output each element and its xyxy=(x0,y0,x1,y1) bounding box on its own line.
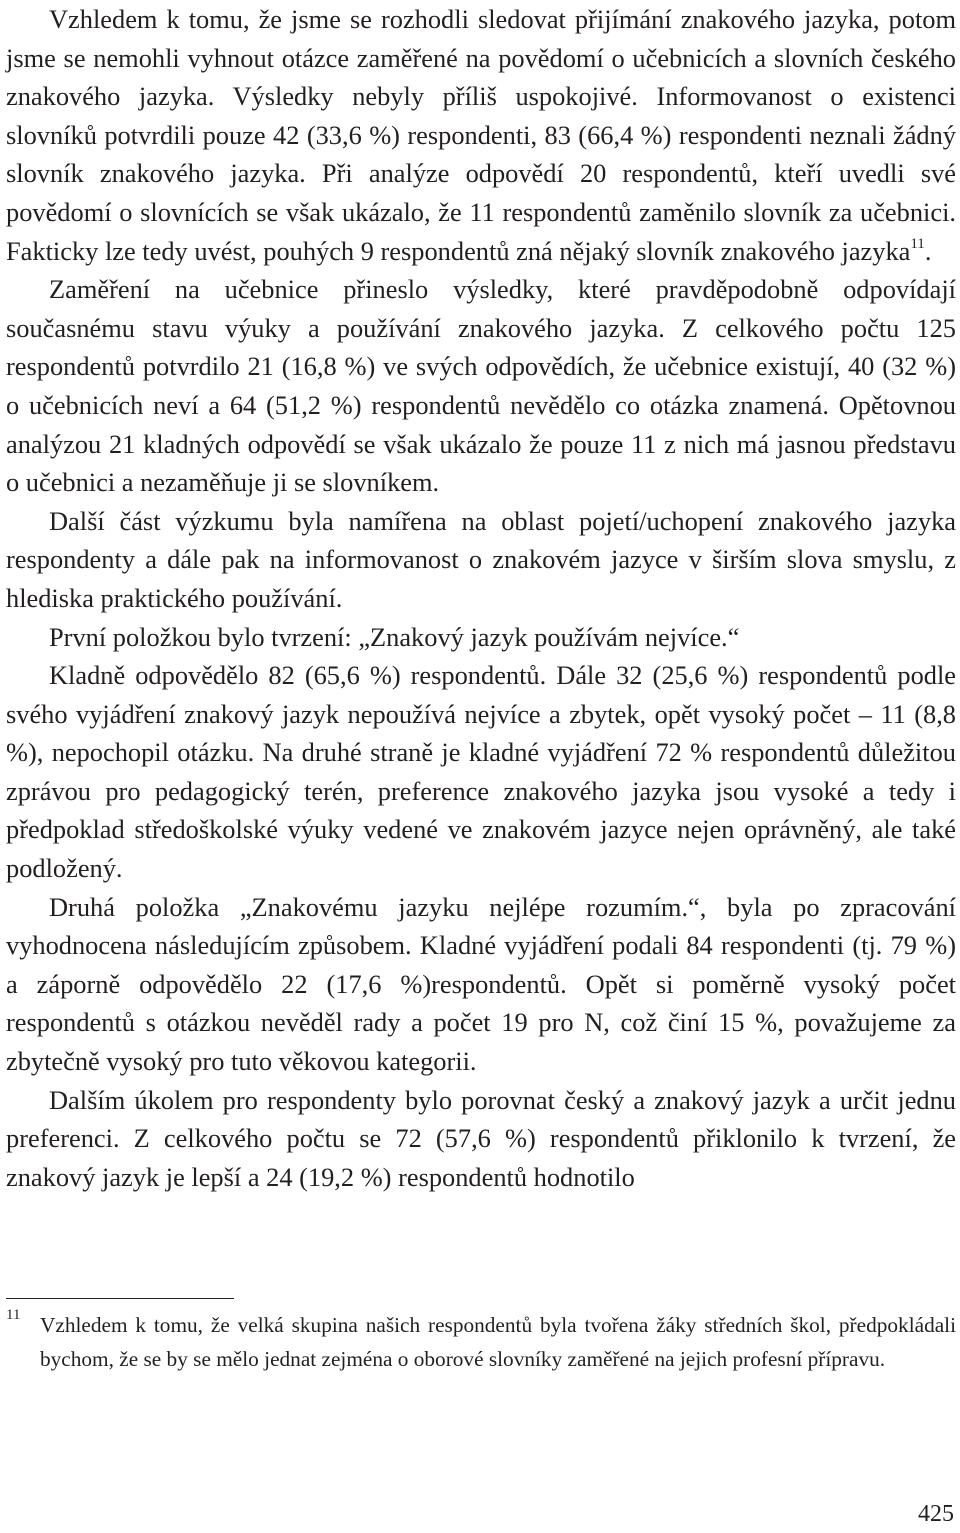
footnote-text: Vzhledem k tomu, že velká skupina našich respondentů byla tvořena žáky středních škol, předpokládali bychom, že se by se mělo jednat zejména o oborové slovníky zaměřené na jejich profesní přípravu. xyxy=(40,1313,956,1371)
paragraph-1-text: Vzhledem k tomu, že jsme se rozhodli sledovat přijímání znakového jazyka, potom jsme se nemohli vyhnout otázce zaměřené na povědomí o učebnicích a slovních českého znakového jazyka. Výsledky nebyly příliš uspokojivé. Informovanost o existenci slovníků potvrdili pouze 42 (33,6 %) respondenti, 83 (66,4 %) respondenti neznali žádný slovník znakového jazyka. Při analýze odpovědí 20 respondentů, kteří uvedli své povědomí o slovnících se však ukázalo, že 11 respondentů zaměnilo slovník za učebnici. Fakticky lze tedy uvést, pouhých 9 respondentů zná nějaký slovník znakového jazyka xyxy=(6,4,956,266)
paragraph-1 xyxy=(6,0,956,270)
footnote xyxy=(6,1309,956,1376)
page-body xyxy=(6,0,956,1196)
footnote-reference: 11 xyxy=(910,235,925,252)
paragraph-1-end: . xyxy=(924,235,932,266)
page-number: 425 xyxy=(918,1501,954,1527)
footnote-number: 11 xyxy=(6,1307,21,1323)
paragraph-2: Zaměření na učebnice přineslo výsledky, které pravděpodobně odpovídají současnému stavu výuky a používání znakového jazyka. Z celkového počtu 125 respondentů potvrdilo 21 (16,8 %) ve svých odpovědích, že učebnice existují, 40 (32 %) o učebnicích neví a 64 (51,2 %) respondentů nevědělo co otázka znamená. Opětovnou analýzou 21 kladných odpovědí se však ukázalo že pouze 11 z nich má jasnou představu o učebnici a nezaměňuje ji se slovníkem. xyxy=(6,274,956,498)
paragraph-4: První položkou bylo tvrzení: „Znakový jazyk používám nejvíce.“ xyxy=(49,621,740,652)
body-text xyxy=(6,0,956,1196)
paragraph-7: Dalším úkolem pro respondenty bylo porovnat český a znakový jazyk a určit jednu preferenci. Z celkového počtu se 72 (57,6 %) respondentů přiklonilo k tvrzení, že znakový jazyk je lepší a 24 (19,2 %) respondentů hodnotilo xyxy=(6,1084,956,1192)
footnote-separator xyxy=(6,1298,234,1299)
paragraph-3: Další část výzkumu byla namířena na oblast pojetí/uchopení znakového jazyka respondenty a dále pak na informovanost o znakovém jazyce v širším slova smyslu, z hlediska praktického používání. xyxy=(6,505,956,613)
paragraph-6: Druhá položka „Znakovému jazyku nejlépe rozumím.“, byla po zpracování vyhodnocena následujícím způsobem. Kladné vyjádření podali 84 respondenti (tj. 79 %) a záporně odpovědělo 22 (17,6 %)respondentů. Opět si poměrně vysoký počet respondentů s otázkou nevěděl rady a počet 19 pro N, což činí 15 %, považujeme za zbytečně vysoký pro tuto věkovou kategorii. xyxy=(6,891,956,1077)
paragraph-5: Kladně odpovědělo 82 (65,6 %) respondentů. Dále 32 (25,6 %) respondentů podle svého vyjádření znakový jazyk nepoužívá nejvíce a zbytek, opět vysoký počet – 11 (8,8 %), nepochopil otázku. Na druhé straně je kladné vyjádření 72 % respondentů důležitou zprávou pro pedagogický terén, preference znakového jazyka jsou vysoké a tedy i předpoklad středoškolské výuky vedené ve znakovém jazyce nejen oprávněný, ale také podložený. xyxy=(6,660,956,884)
